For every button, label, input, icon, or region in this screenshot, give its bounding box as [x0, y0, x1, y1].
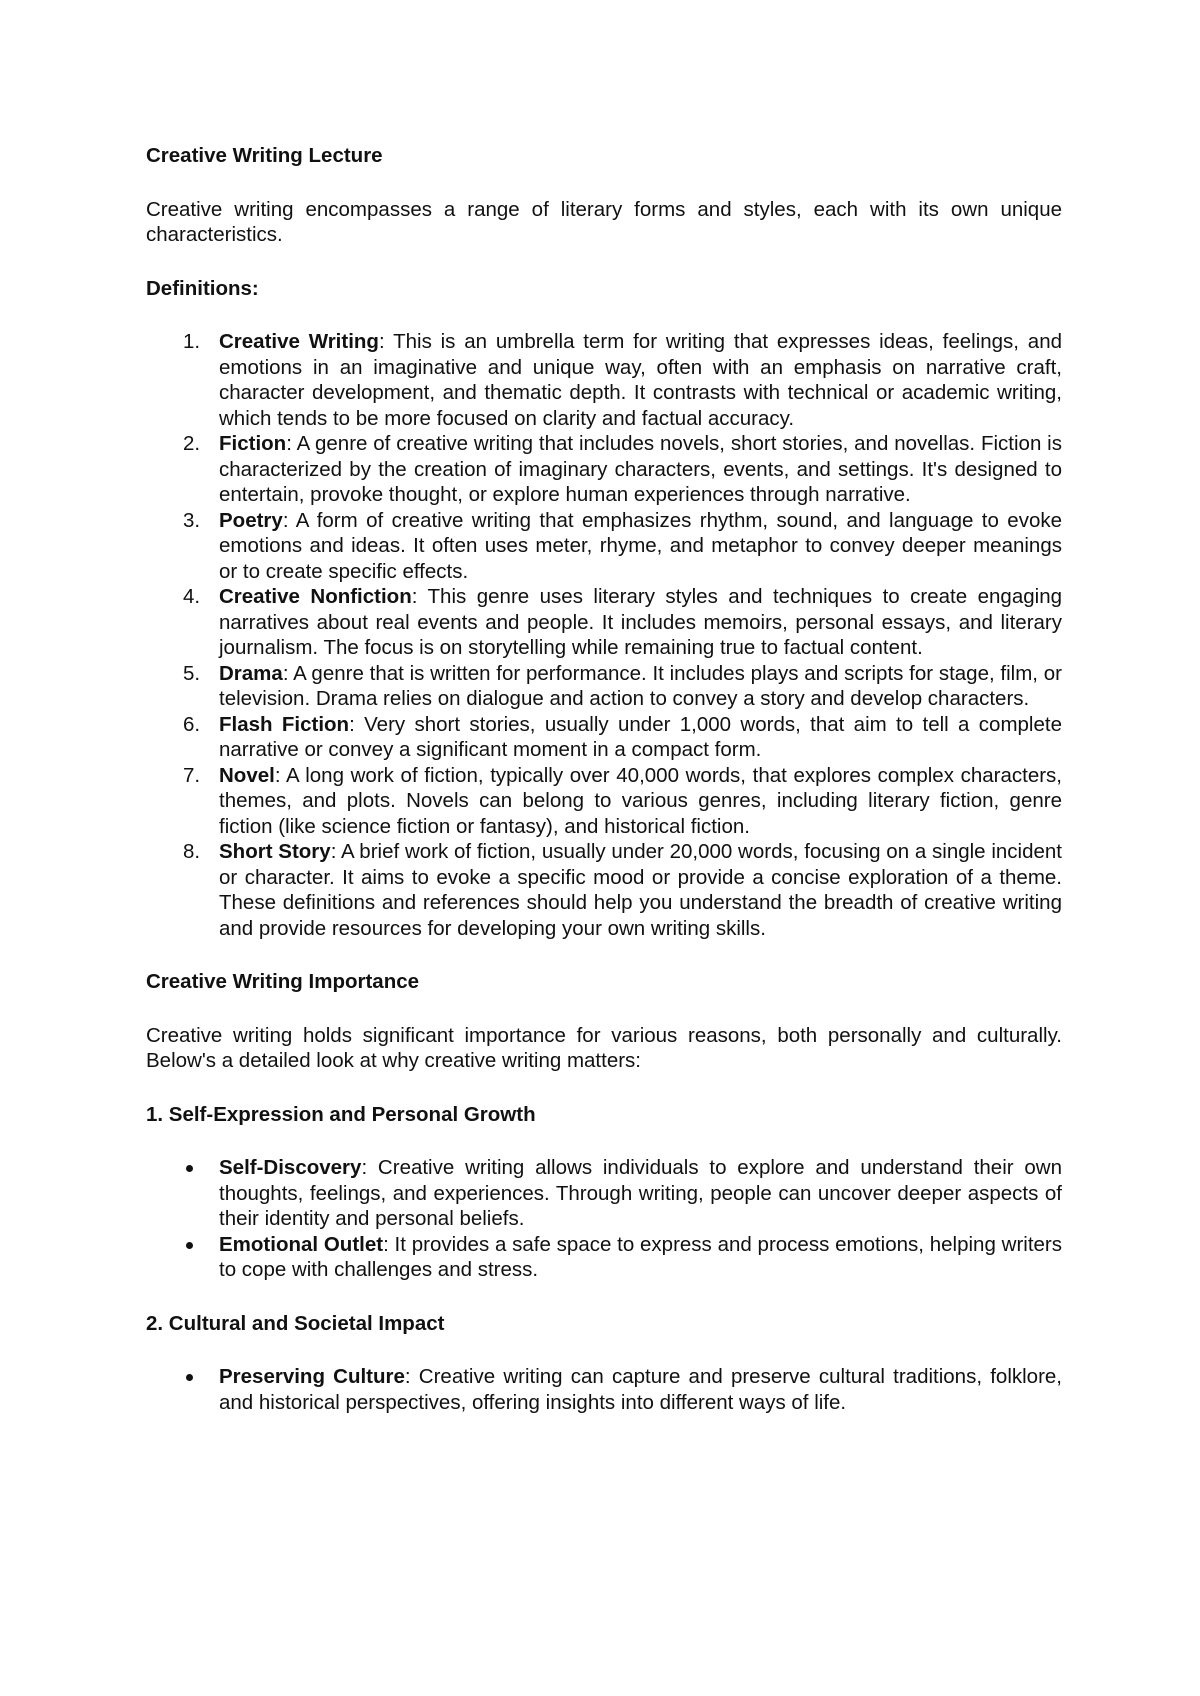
item-number: 7.	[183, 763, 201, 787]
item-term: Poetry	[219, 508, 283, 532]
list-item	[146, 508, 1062, 585]
item-text: : Creative writing allows individuals to explore and understand their own thoughts, feelings, and experiences. Through writing, people can uncover deeper aspects of their identity and personal beliefs.	[219, 1156, 1062, 1230]
item-term: Novel	[219, 763, 275, 787]
item-number: 5.	[183, 661, 201, 685]
list-item	[146, 431, 1062, 508]
item-text: : Very short stories, usually under 1,000 words, that aim to tell a complete narrative or convey a significant moment in a compact form.	[219, 712, 1062, 761]
item-text: : A genre of creative writing that includes novels, short stories, and novellas. Fiction is characterized by the creation of imaginary characters, events, and settings. It's designed to entertain, provoke thought, or explore human experiences through narrative.	[219, 432, 1062, 506]
list-item	[146, 329, 1062, 431]
definitions-heading: Definitions:	[146, 276, 259, 300]
item-text: : A genre that is written for performance. It includes plays and scripts for stage, film, or television. Drama relies on dialogue and action to convey a story and develop characters.	[219, 661, 1062, 710]
definitions-list	[146, 329, 1062, 941]
item-number: 1.	[183, 330, 201, 353]
item-text: : A long work of fiction, typically over 40,000 words, that explores complex characters, themes, and plots. Novels can belong to various genres, including literary fiction, genre fiction (like science fiction or fantasy), and historical fiction.	[219, 763, 1062, 838]
list-item	[146, 712, 1062, 763]
list-item	[146, 584, 1062, 661]
list-item	[146, 1232, 1062, 1283]
item-term: Creative Nonfiction	[219, 585, 412, 608]
item-text: : A brief work of fiction, usually under 20,000 words, focusing on a single incident or character. It aims to evoke a specific mood or provide a concise exploration of a theme. These definitions and references should help you understand the breadth of creative writing and provide resources for developing your own writing skills.	[219, 840, 1063, 940]
item-number: 4.	[183, 585, 201, 608]
document-title: Creative Writing Lecture	[146, 144, 383, 167]
item-text: : It provides a safe space to express and process emotions, helping writers to cope with challenges and stress.	[219, 1232, 1062, 1281]
item-term: Emotional Outlet	[219, 1232, 384, 1256]
item-term: Short Story	[219, 840, 331, 863]
intro-paragraph: Creative writing encompasses a range of literary forms and styles, each with its own unique characteristics.	[146, 197, 1062, 246]
list-item	[146, 1364, 1062, 1415]
item-term: Preserving Culture	[219, 1365, 405, 1388]
section-heading-self-expression: 1. Self-Expression and Personal Growth	[146, 1102, 536, 1126]
bullet-icon	[186, 1242, 193, 1249]
item-number: 2.	[183, 432, 201, 455]
importance-heading: Creative Writing Importance	[146, 970, 420, 993]
cultural-impact-list	[146, 1364, 1062, 1415]
item-text: : Creative writing can capture and preserve cultural traditions, folklore, and historical perspectives, offering insights into different ways of life.	[219, 1365, 1062, 1414]
section-heading-cultural-impact: 2. Cultural and Societal Impact	[146, 1311, 445, 1335]
item-number: 3.	[183, 508, 201, 532]
list-item	[146, 839, 1062, 941]
self-expression-list	[146, 1155, 1062, 1283]
item-term: Creative Writing	[219, 330, 379, 353]
bullet-icon	[186, 1374, 193, 1381]
list-item	[146, 661, 1062, 712]
item-term: Drama	[219, 661, 283, 685]
item-term: Flash Fiction	[219, 712, 350, 736]
list-item	[146, 1155, 1062, 1232]
document-page	[146, 143, 1062, 1415]
item-number: 6.	[183, 712, 201, 736]
item-text: : This genre uses literary styles and techniques to create engaging narratives about real events and people. It includes memoirs, personal essays, and literary journalism. The focus is on storytelling while remaining true to factual content.	[219, 585, 1062, 659]
list-item	[146, 763, 1062, 840]
item-number: 8.	[183, 840, 201, 863]
bullet-icon	[186, 1165, 193, 1172]
item-text: : This is an umbrella term for writing that expresses ideas, feelings, and emotions in an imaginative and unique way, often with an emphasis on narrative craft, character development, and thematic depth. It contrasts with technical or academic writing, which tends to be more focused on clarity and factual accuracy.	[219, 330, 1063, 430]
item-term: Self-Discovery	[219, 1156, 362, 1179]
item-text: : A form of creative writing that emphasizes rhythm, sound, and language to evoke emotions and ideas. It often uses meter, rhyme, and metaphor to convey deeper meanings or to create specific effects.	[219, 508, 1062, 583]
importance-paragraph: Creative writing holds significant importance for various reasons, both personally and culturally. Below's a detailed look at why creative writing matters:	[146, 1023, 1062, 1072]
item-term: Fiction	[219, 432, 287, 455]
